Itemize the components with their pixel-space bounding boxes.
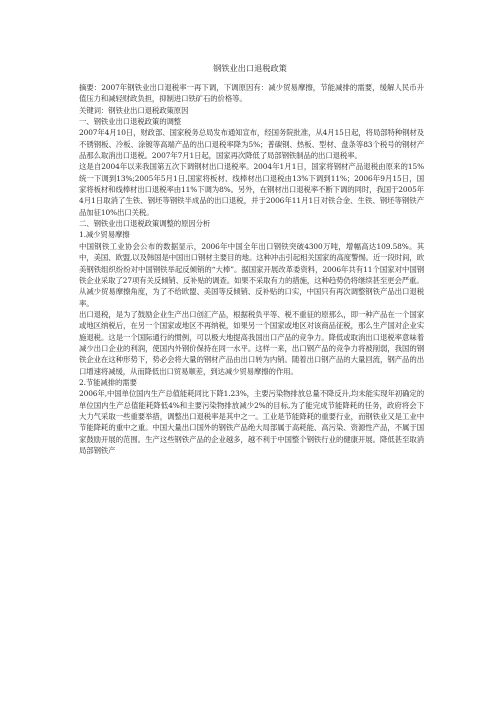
body-paragraph: 2007年4月10日，财政部、国家税务总局发布通知宣布，经国务院批准，从4月15日起，将局部特种钢材及不锈钢板、冷板、涂镀等高端产品的出口退税率降为5%；普碳钢、热板、型材、盘条等83个税号的钢材产品那么取消出口退税。2007年7月1日起，国家再次降低了局部钢铁制品的出口退税率。 <box>79 128 424 161</box>
subsection-heading-1: 1.减少贸易摩擦 <box>79 230 130 240</box>
body-paragraph: 中国钢铁工业协会公布的数据显示，2006年中国全年出口钢铁突破4300万吨，增幅高达109.58%。其中，美国、欧盟,以及韩国是中国出口钢材主要目的地。这种冲击引起相关国家的高度警惕。近一段时间，欧美钢铁组织纷纷对中国钢铁举起反倾销的“大棒”。据国家开展改革委资料，2006年共有11个国家对中国钢铁企业采取了27项有关反倾销、反补贴的调查。如果不采取有力的措施，这种趋势仍将继续甚至更会严重。 <box>79 241 424 285</box>
section-heading-2: 二、钢铁业出口退税政策调整的原因分析 <box>79 219 211 229</box>
document-body <box>79 82 424 456</box>
body-paragraph: 2006年,中国单位国内生产总值能耗同比下降1.23%，主要污染物排放总量不降反升,均未能实现年初确定的单位国内生产总值能耗降低4%和主要污染物排放减少2%的目标,为了能完成节能降耗的任务，政府将会下大力气采取一些重要举措，调整出口退税率是其中之一。工业是节能降耗的重要行业，而钢铁业又是工业中节能降耗的重中之重。中国大量出口国外的钢铁产品绝大局部属于高耗能、高污染、资源性产品，不属于国家鼓励开展的范围。生产这些钢铁产品的企业越多，越不利于中国整个钢铁行业的健康开展。降低甚至取消局部钢铁产 <box>79 389 424 455</box>
body-paragraph: 出口退税，是为了鼓励企业生产出口创汇产品，根据税负平等、税不重征的原那么，即一种产品在一个国家或地区纳税后，在另一个国家或地区不再纳税，如果另一个国家或地区对该商品征税，那么生产国对企业实施退税。这是一个国际通行的惯例，可以极大地提高我国出口产品的竞争力。降低或取消出口退税率意味着减少出口企业的利润，使国内外钢价保持在同一水平。这样一来，出口钢产品的竞争力将被削弱，我国的钢铁企业在这种形势下，势必会将大量的钢材产品由出口转为内销。随着出口钢产品的大量回流，钢产品的出口增速将减缓，从而降低出口贸易顺差，到达减少贸易摩擦的作用。 <box>79 309 424 376</box>
keywords-paragraph: 关键词：钢铁业出口退税政策原因 <box>79 105 189 115</box>
body-paragraph: 这是自2004年以来我国第五次下调钢材出口退税率。2004年1月1日，国家将钢材产品退税由原来的15%统一下调到13%;2005年5月1日,国家将板材、线棒材出口退税由13%下调到11%；2006年9月15日，国家将板材和线棒材出口退税率由11%下调为8%。另外，在钢材出口退税率不断下调的同时，我国于2005年4月1日取消了生铁、钢坯等钢铁半成品的出口退税，并于2006年11月1日对铁合金、生铁、钢坯等钢铁产品加征10%出口关税。 <box>79 162 424 217</box>
body-paragraph: 从减少贸易摩擦角度，为了不给欧盟、美国等反倾销、反补贴的口实，中国只有再次调整钢铁产品出口退税率。 <box>79 287 424 308</box>
subsection-heading-2: 2.节能减排的需要 <box>79 377 137 387</box>
section-heading-1: 一、钢铁业出口退税政策的调整 <box>79 117 182 127</box>
document-title: 钢铁业出口退税政策 <box>213 63 287 73</box>
abstract-paragraph: 摘要：2007年钢铁业出口退税率一再下调，下调原因有：减少贸易摩擦，节能减排的需要，缓解人民币升值压力和减轻财政负担，抑制进口铁矿石的价格等。 <box>79 83 424 104</box>
